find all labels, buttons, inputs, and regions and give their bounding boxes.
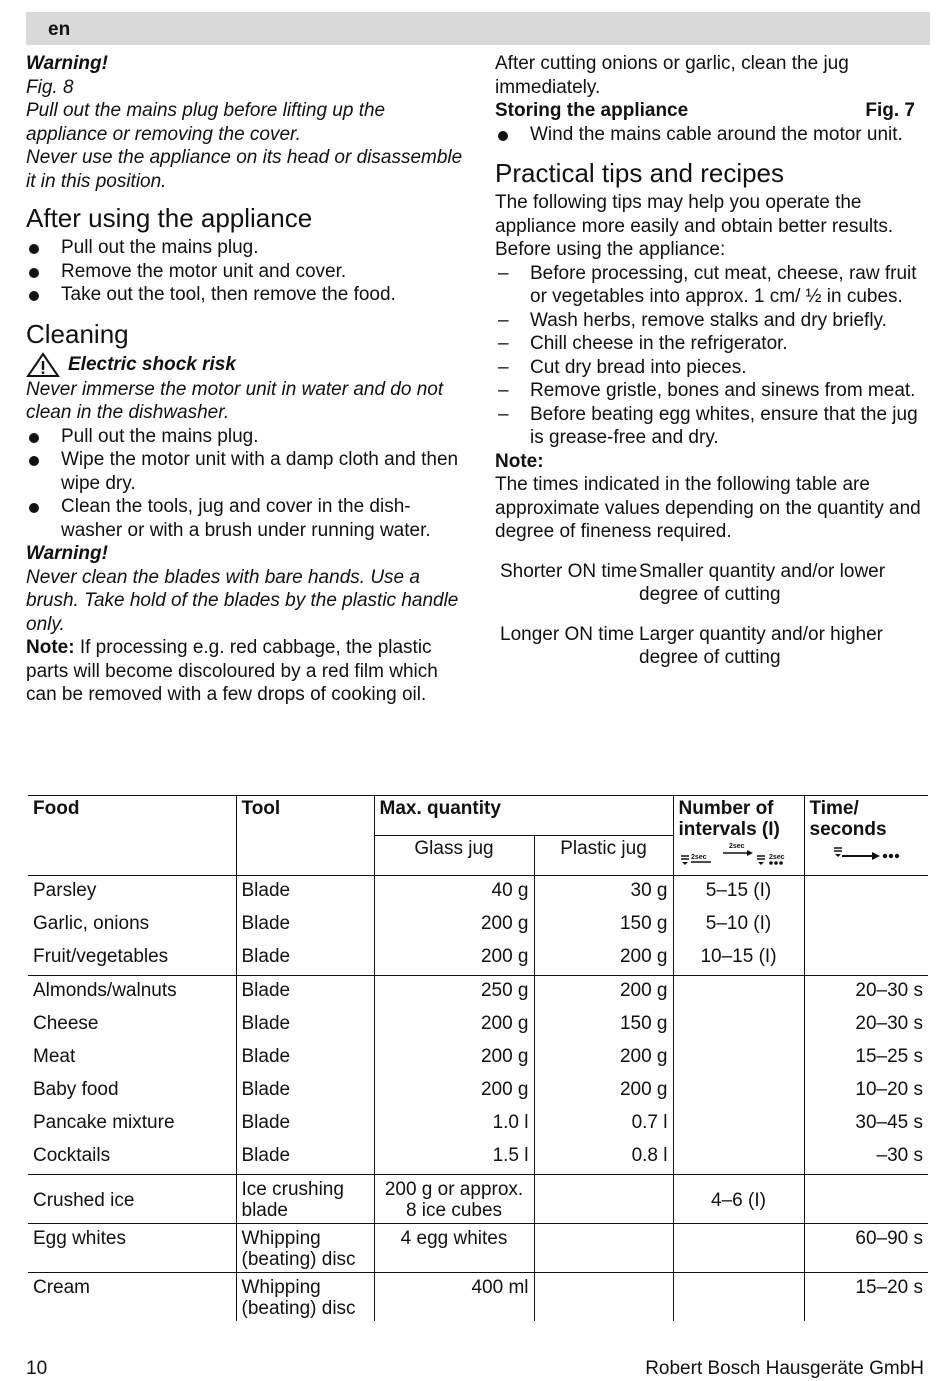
cell-time: –30 s (804, 1141, 928, 1175)
cell-time: 10–20 s (804, 1075, 928, 1108)
cleaning-list (26, 425, 471, 543)
shock-text: Never immerse the motor unit in water and do not clean in the dishwasher. (26, 378, 444, 423)
cell-intervals (673, 1009, 804, 1042)
warning-text: Never use the appliance on its head or disassemble it in this position. (26, 147, 463, 192)
cell-time: 15–25 s (804, 1042, 928, 1075)
svg-text:2sec: 2sec (728, 843, 745, 850)
note-label: Note: (26, 637, 75, 658)
intervals-label: Number of intervals (I) (678, 798, 780, 840)
cell-tool: Whipping (beating) disc (236, 1273, 374, 1322)
cell-plastic-jug: 150 g (534, 909, 673, 942)
section-heading: Practical tips and recipes (495, 158, 785, 188)
cell-tool: Blade (236, 1042, 374, 1075)
storing-label: Storing the appliance (495, 100, 689, 121)
list-item: – Cut dry bread into pieces. (495, 356, 935, 380)
cell-glass-jug: 200 g or approx. 8 ice cubes (374, 1175, 534, 1224)
cell-time: 20–30 s (804, 1009, 928, 1042)
table-row (28, 1273, 928, 1322)
cell-plastic-jug (534, 1175, 673, 1224)
cell-food: Baby food (28, 1075, 236, 1108)
cell-tool: Ice crushing blade (236, 1175, 374, 1224)
cell-glass-jug: 200 g (374, 942, 534, 976)
cell-tool: Blade (236, 876, 374, 910)
header-intervals (673, 796, 804, 876)
cell-intervals (673, 1075, 804, 1108)
table-body (28, 876, 928, 1322)
list-item: – Chill cheese in the refrigerator. (495, 332, 935, 356)
cell-plastic-jug: 200 g (534, 976, 673, 1010)
cell-glass-jug: 1.0 l (374, 1108, 534, 1141)
cell-food: Crushed ice (28, 1175, 236, 1224)
cell-tool: Blade (236, 1075, 374, 1108)
header-plastic-jug: Plastic jug (534, 836, 673, 876)
cell-intervals (673, 1108, 804, 1141)
cell-intervals (673, 1224, 804, 1273)
cell-glass-jug: 40 g (374, 876, 534, 910)
shock-warning (26, 352, 471, 378)
cell-time (804, 1175, 928, 1224)
cell-intervals: 5–15 (I) (673, 876, 804, 910)
cell-food: Cheese (28, 1009, 236, 1042)
storing-heading (495, 99, 915, 123)
warning-title: Warning! (26, 543, 108, 564)
continuous-run-icon (810, 840, 910, 864)
tips-list (495, 262, 935, 450)
cell-food: Cocktails (28, 1141, 236, 1175)
on-time-key: Longer ON time (500, 623, 635, 645)
table-row (28, 1009, 928, 1042)
warning-text: Pull out the mains plug before lifting up the appliance or removing the cover. (26, 100, 386, 145)
table-row (28, 1224, 928, 1273)
on-time-value: Smaller quantity and/or lower degree of cutting (639, 560, 886, 605)
left-column (26, 52, 471, 707)
on-time-table (500, 560, 935, 670)
food-table (28, 795, 928, 1321)
header-time (804, 796, 928, 876)
cell-time (804, 942, 928, 976)
cell-plastic-jug: 30 g (534, 876, 673, 910)
table-row (28, 1075, 928, 1108)
section-heading: Cleaning (26, 318, 129, 349)
cell-tool: Blade (236, 1009, 374, 1042)
list-item: Remove the motor unit and cover. (26, 260, 471, 284)
cell-tool: Blade (236, 1141, 374, 1175)
cell-plastic-jug: 200 g (534, 942, 673, 976)
header-glass-jug: Glass jug (374, 836, 534, 876)
note-label: Note: (495, 450, 544, 472)
note-paragraph (26, 636, 471, 707)
table-row (28, 876, 928, 910)
cell-tool: Blade (236, 1108, 374, 1141)
body-text: After cutting onions or garlic, clean the jug immediately. (495, 53, 849, 98)
cell-food: Almonds/walnuts (28, 976, 236, 1010)
note-text: If processing e.g. red cabbage, the plastic parts will become discoloured by a red film which can be removed with a few drops of cooking oil. (26, 637, 438, 705)
cell-intervals (673, 976, 804, 1010)
svg-text:2sec: 2sec (690, 854, 707, 861)
language-bar (26, 12, 930, 45)
cell-glass-jug: 4 egg whites (374, 1224, 534, 1273)
cell-plastic-jug: 200 g (534, 1042, 673, 1075)
cell-glass-jug: 400 ml (374, 1273, 534, 1322)
cell-tool: Blade (236, 976, 374, 1010)
cell-time: 15–20 s (804, 1273, 928, 1322)
svg-text:2sec: 2sec (768, 854, 785, 861)
table-row (28, 976, 928, 1010)
header-max-quantity: Max. quantity (374, 796, 673, 836)
list-item: – Remove gristle, bones and sinews from meat. (495, 379, 935, 403)
cell-intervals: 10–15 (I) (673, 942, 804, 976)
warning-text: Never clean the blades with bare hands. Use a brush. Take hold of the blades by the plastic handle only. (26, 566, 459, 635)
figure-ref: Fig. 8 (26, 76, 74, 98)
table-row (28, 909, 928, 942)
cell-food: Parsley (28, 876, 236, 910)
on-time-key: Shorter ON time (500, 560, 638, 582)
cell-intervals (673, 1042, 804, 1075)
list-item: – Before beating egg whites, ensure that the jug is grease-free and dry. (495, 403, 935, 450)
page-number: 10 (26, 1358, 48, 1379)
cell-plastic-jug: 0.8 l (534, 1141, 673, 1175)
time-label: Time/ seconds (809, 798, 887, 840)
cell-time: 30–45 s (804, 1108, 928, 1141)
cell-intervals: 5–10 (I) (673, 909, 804, 942)
cell-intervals (673, 1141, 804, 1175)
cell-glass-jug: 200 g (374, 909, 534, 942)
cell-plastic-jug: 150 g (534, 1009, 673, 1042)
cell-food: Fruit/vegetables (28, 942, 236, 976)
pulse-interval-icon (679, 840, 799, 868)
header-food: Food (28, 796, 236, 876)
cell-time: 20–30 s (804, 976, 928, 1010)
cell-time (804, 909, 928, 942)
after-use-list (26, 236, 471, 307)
list-item: Wind the mains cable around the motor unit. (495, 123, 935, 147)
cell-glass-jug: 200 g (374, 1009, 534, 1042)
body-text: The following tips may help you operate the appliance more easily and obtain better results. (495, 192, 894, 237)
table-row (28, 942, 928, 976)
cell-food: Cream (28, 1273, 236, 1322)
cell-intervals (673, 1273, 804, 1322)
cell-tool: Blade (236, 942, 374, 976)
cell-food: Pancake mixture (28, 1108, 236, 1141)
cell-tool: Blade (236, 909, 374, 942)
list-item: – Wash herbs, remove stalks and dry briefly. (495, 309, 935, 333)
body-text: Before using the appliance: (495, 239, 726, 260)
cell-time: 60–90 s (804, 1224, 928, 1273)
cell-glass-jug: 200 g (374, 1042, 534, 1075)
table-row (28, 1175, 928, 1224)
cell-food: Egg whites (28, 1224, 236, 1273)
table-row (28, 1042, 928, 1075)
note-text: The times indicated in the following table are approximate values depending on the quantity and degree of fineness required. (495, 474, 921, 542)
cell-plastic-jug: 200 g (534, 1075, 673, 1108)
cell-food: Garlic, onions (28, 909, 236, 942)
cell-glass-jug: 250 g (374, 976, 534, 1010)
header-tool: Tool (236, 796, 374, 876)
section-heading: After using the appliance (26, 203, 313, 233)
cell-food: Meat (28, 1042, 236, 1075)
warning-triangle-icon (26, 352, 60, 378)
company-name: Robert Bosch Hausgeräte GmbH (645, 1358, 924, 1379)
on-time-row (500, 560, 935, 607)
table-row (28, 1141, 928, 1175)
cell-glass-jug: 1.5 l (374, 1141, 534, 1175)
cell-glass-jug: 200 g (374, 1075, 534, 1108)
figure-ref: Fig. 7 (865, 100, 915, 121)
list-item: Wipe the motor unit with a damp cloth and then wipe dry. (26, 448, 471, 495)
list-item: Take out the tool, then remove the food. (26, 283, 471, 307)
language-label: en (48, 19, 71, 40)
table-header-row (28, 796, 928, 836)
cell-plastic-jug (534, 1224, 673, 1273)
right-column (495, 52, 935, 686)
cell-tool: Whipping (beating) disc (236, 1224, 374, 1273)
cell-plastic-jug (534, 1273, 673, 1322)
shock-title: Electric shock risk (68, 353, 236, 375)
on-time-row (500, 623, 935, 670)
list-item: Pull out the mains plug. (26, 236, 471, 260)
storing-list (495, 123, 935, 147)
list-item: Pull out the mains plug. (26, 425, 471, 449)
cell-time (804, 876, 928, 910)
cell-plastic-jug: 0.7 l (534, 1108, 673, 1141)
on-time-value: Larger quantity and/or higher degree of cutting (639, 623, 883, 668)
table-row (28, 1108, 928, 1141)
list-item: Clean the tools, jug and cover in the dish-washer or with a brush under running water. (26, 495, 471, 542)
cell-intervals: 4–6 (I) (673, 1175, 804, 1224)
list-item: – Before processing, cut meat, cheese, raw fruit or vegetables into approx. 1 cm/ ½ in cubes. (495, 262, 935, 309)
warning-title: Warning! (26, 53, 108, 74)
